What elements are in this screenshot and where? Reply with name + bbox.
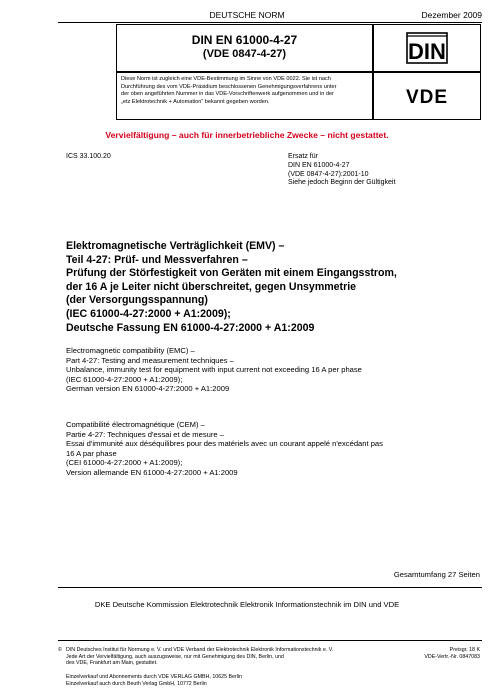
english-title-line: Unbalance, immunity test for equipment with input current not exceeding 16 A per phase	[66, 365, 362, 374]
standard-number: DIN EN 61000-4-27	[191, 33, 298, 47]
note-line: „etz Elektrotechnik + Automation“ bekannt gegeben worden.	[121, 98, 270, 105]
vde-logo-box	[373, 72, 481, 120]
ics-code: ICS 33.100.20	[66, 153, 111, 160]
note-line: der oben angeführten Nummer in das VDE-Vorschriftenwerk aufgenommen und in der	[121, 91, 334, 97]
header-rule	[58, 22, 482, 23]
replacement-line: Siehe jedoch Beginn der Gültigkeit	[288, 179, 396, 187]
order-number: VDE-Vertr.-Nr. 0847083	[424, 653, 480, 660]
norm-label: DEUTSCHE NORM	[209, 10, 285, 20]
vde-note	[116, 72, 373, 120]
standard-number-box	[116, 24, 373, 72]
french-title-line: Essai d'immunité aux déséquilibres pour des matériels avec un courant appelé n'excédant pas	[66, 439, 383, 448]
english-title-line: German version EN 61000-4-27:2000 + A1:2009	[66, 384, 230, 393]
din-logo-box	[373, 24, 481, 72]
german-title-line: (der Versorgungsspannung)	[66, 294, 208, 307]
french-title-line: (CEI 61000-4-27:2000 + A1:2009);	[66, 458, 183, 467]
footer-rule-top	[58, 587, 482, 588]
price-group: Preisgr. 18 K	[449, 647, 480, 653]
german-title-line: Elektromagnetische Verträglichkeit (EMV) –	[66, 240, 285, 252]
german-title-line: der 16 A je Leiter nicht überschreitet, gegen Unsymmetrie	[66, 280, 357, 293]
sales-info	[66, 674, 426, 688]
issue-date: Dezember 2009	[421, 10, 482, 20]
total-pages: Gesamtumfang 27 Seiten	[393, 570, 480, 579]
french-title-line: Compatibilité électromagnétique (CEM) –	[66, 420, 205, 429]
french-title-line: 16 A par phase	[66, 448, 117, 458]
english-title-line: Electromagnetic compatibility (EMC) –	[66, 346, 195, 355]
german-title	[66, 240, 481, 335]
french-title	[66, 420, 481, 477]
english-title-line: (IEC 61000-4-27:2000 + A1:2009);	[66, 374, 183, 384]
note-line: Durchführung des vom VDE-Präsidium beschlossenen Genehmigungsverfahrens unter	[121, 83, 337, 90]
vde-classification: (VDE 0847-4-27)	[202, 48, 287, 60]
german-title-line: Prüfung der Störfestigkeit von Geräten mit einem Eingangsstrom,	[66, 267, 397, 280]
french-title-line: Partie 4-27: Techniques d'essai et de mesure –	[66, 429, 224, 439]
german-title-line: Teil 4-27: Prüf- und Messverfahren –	[66, 253, 248, 266]
footer-rule-bottom	[58, 640, 482, 641]
german-title-line: Deutsche Fassung EN 61000-4-27:2000 + A1:2009	[66, 321, 315, 334]
copyright-line: des VDE, Frankfurt am Main, gestattet.	[66, 660, 158, 666]
price-info	[424, 647, 480, 660]
replacement-line: DIN EN 61000-4-27	[288, 161, 350, 169]
sales-line: Einzelverkauf und Abonnements durch VDE VERLAG GMBH, 10625 Berlin	[66, 674, 243, 680]
dke-line: DKE Deutsche Kommission Elektrotechnik Elektronik Informationstechnik im DIN und VDE	[94, 600, 400, 609]
english-title-line: Part 4-27: Testing and measurement techniques –	[66, 355, 234, 365]
replacement-info	[288, 153, 395, 188]
din-logo-text: DIN	[408, 39, 446, 64]
vde-logo-text: VDE	[405, 87, 449, 108]
copyright-symbol: ©	[58, 647, 62, 653]
vde-logo	[374, 73, 480, 119]
copyright-line: Jede Art der Vervielfältigung, auch auszugsweise, nur mit Genehmigung des DIN, Berlin, und	[66, 653, 284, 660]
german-title-line: (IEC 61000-4-27:2000 + A1:2009);	[66, 307, 231, 320]
french-title-line: Version allemande EN 61000-4-27:2000 + A1:2009	[66, 467, 238, 477]
sales-line: Einzelverkauf auch durch Beuth Verlag GmbH, 10772 Berlin	[66, 681, 207, 687]
copyright-line: DIN Deutsches Institut für Normung e. V. und VDE Verband der Elektrotechnik Elektronik Informationstechnik e. V.	[66, 647, 334, 653]
english-title	[66, 346, 481, 394]
replacement-line: Ersatz für	[288, 153, 318, 160]
copyright-notice	[58, 647, 376, 667]
reproduction-notice: Vervielfältigung – auch für innerbetriebliche Zwecke – nicht gestattet.	[105, 130, 389, 140]
din-logo	[374, 25, 480, 71]
replacement-line: (VDE 0847-4-27):2001-10	[288, 170, 369, 178]
note-line: Diese Norm ist zugleich eine VDE-Bestimmung im Sinne von VDE 0022. Sie ist nach	[121, 76, 331, 82]
